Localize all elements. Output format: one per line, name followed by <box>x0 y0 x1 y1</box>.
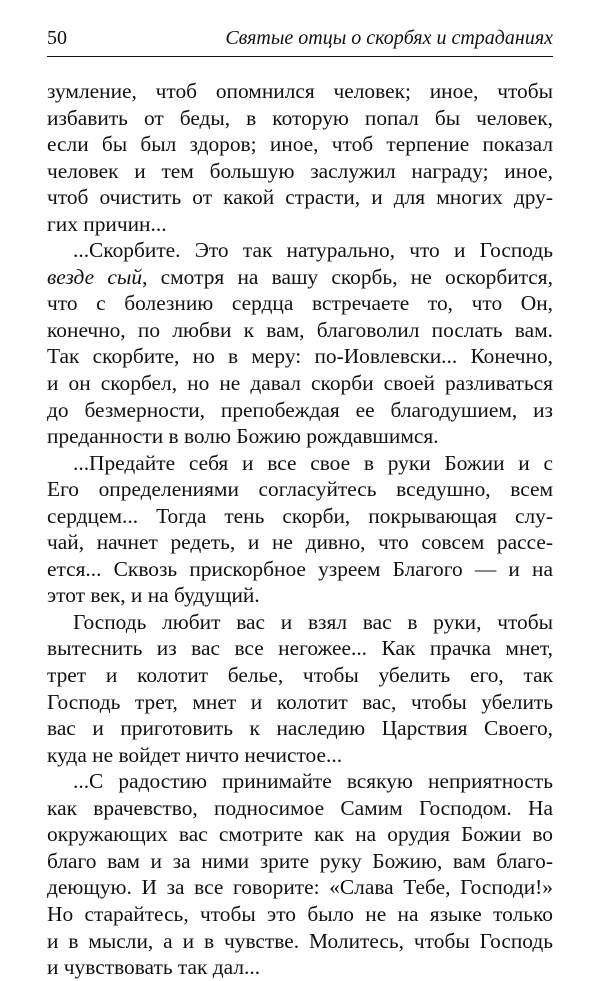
text-line: ...Предайте себя и все свое в руки Божии и с <box>73 450 553 475</box>
paragraph <box>47 768 553 980</box>
text-line: вас и приготовить к наследию Царствия Своего, <box>47 716 553 741</box>
page-body <box>47 78 553 981</box>
text-line: гих причин... <box>47 211 167 236</box>
header-rule <box>47 56 553 57</box>
text-line: если бы был здоров; иное, чтоб терпение показал <box>47 132 553 157</box>
paragraph <box>47 78 553 237</box>
text-line: Господь любит вас и взял вас в руки, чтобы <box>73 609 553 634</box>
text-line: Его определениями согласуйтесь вседушно, всем <box>47 477 553 502</box>
text-line: окружающих вас смотрите как на орудия Божии во <box>47 822 553 847</box>
paragraph <box>47 609 553 768</box>
text-line: и в мысли, а и в чувстве. Молитесь, чтобы Господь <box>47 928 553 953</box>
text-line: и он скорбел, но не давал скорби своей разливаться <box>47 371 553 396</box>
text-line: что с болезнию сердца встречаете то, что Он, <box>47 291 553 316</box>
paragraph <box>47 237 553 449</box>
text-line <box>47 264 553 291</box>
text-line: и чувствовать так дал... <box>47 955 261 980</box>
text-line: трет и колотит белье, чтобы убелить его, так <box>47 663 553 688</box>
page-header <box>47 20 553 50</box>
text-line: сердцем... Тогда тень скорби, покрывающая слу- <box>47 503 553 528</box>
text-line: этот век, и на будущий. <box>47 583 260 608</box>
text-line: до безмерности, препобеждая ее благодушием, из <box>47 397 553 422</box>
text-line: куда не войдет ничто нечистое... <box>47 742 343 767</box>
text-line: ...Скорбите. Это так натурально, что и Господь <box>73 238 553 263</box>
text-line: как врачевство, подносимое Самим Господом. На <box>47 795 553 820</box>
text-line: вытеснить из вас все негожее... Как прачка мнет, <box>47 636 553 661</box>
text-line: человек и тем большую заслужил награду; иное, <box>47 158 553 183</box>
paragraph <box>47 450 553 609</box>
text-line: благо вам и за ними зрите руку Божию, вам благо- <box>47 848 553 873</box>
italic-phrase: везде сый <box>47 264 143 289</box>
line-text: , смотря на вашу скорбь, не оскорбится, <box>142 264 553 289</box>
text-line: ...С радостию принимайте всякую неприятность <box>73 769 553 794</box>
running-title: Святые отцы о скорбях и страданиях <box>225 27 553 49</box>
text-line: чай, начнет редеть, и не дивно, что совсем рассе- <box>47 530 553 555</box>
text-line: зумление, чтоб опомнился человек; иное, чтобы <box>47 79 553 103</box>
text-line: избавить от беды, в которую попал бы человек, <box>47 105 553 130</box>
text-line: чтоб очистить от какой страсти, и для многих дру- <box>47 185 553 210</box>
text-line: Так скорбите, но в меру: по-Иовлевски... Конечно, <box>47 344 553 369</box>
text-line: конечно, по любви к вам, благоволил послать вам. <box>47 317 553 342</box>
text-line: Господь трет, мнет и колотит вас, чтобы убелить <box>47 689 553 714</box>
page-number: 50 <box>47 27 67 49</box>
text-line: ется... Сквозь прискорбное узреем Благого — и на <box>47 556 553 581</box>
text-line: преданности в волю Божию рождавшимся. <box>47 424 439 449</box>
text-line: Но старайтесь, чтобы это было не на языке только <box>47 901 553 926</box>
text-line: деющую. И за все говорите: «Слава Тебе, Господи!» <box>47 875 553 900</box>
